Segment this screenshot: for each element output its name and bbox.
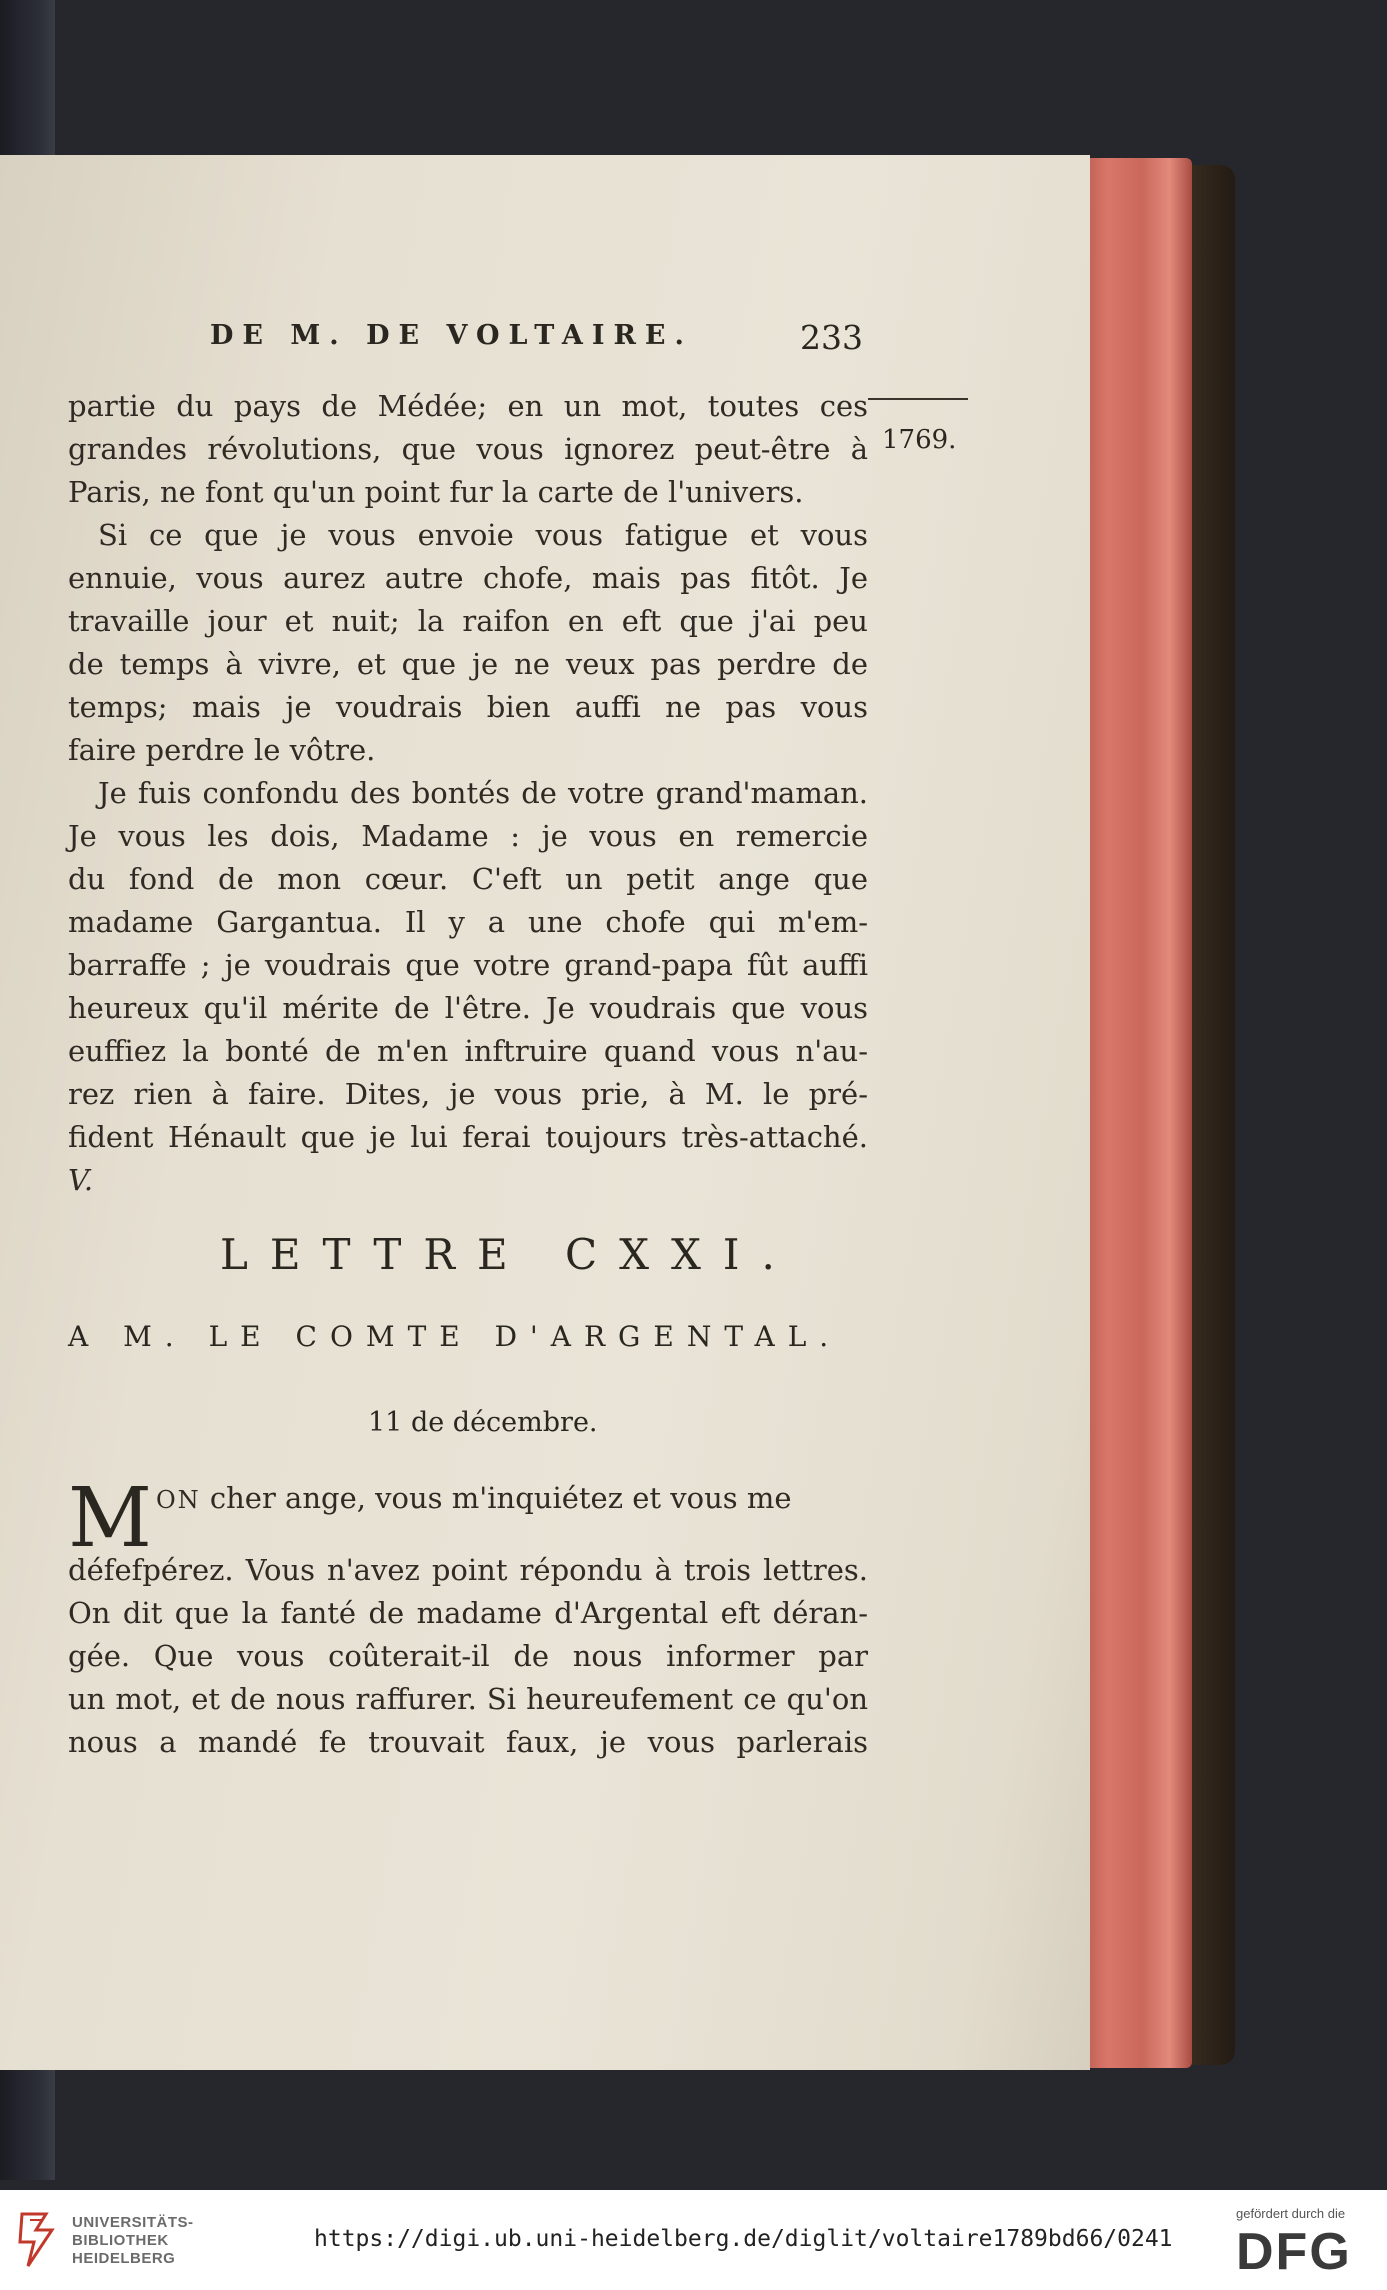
first-word-smallcaps: ON (155, 1486, 201, 1514)
opening-line (68, 1460, 868, 1566)
first-line-text: cher ange, vous m'inquiétez et vous me (209, 1481, 792, 1515)
text-line: du fond de mon cœur. C'eft un petit ange que (68, 862, 868, 896)
letter-cxx-body (68, 385, 868, 1202)
library-line: UNIVERSITÄTS- (72, 2214, 194, 2231)
dfg-logo: DFG (1236, 2223, 1352, 2281)
text-line: travaille jour et nuit; la raifon en eft que j'ai peu (68, 604, 868, 638)
text-line: faire perdre le vôtre. (68, 733, 376, 767)
funding-note: gefördert durch die (1236, 2206, 1346, 2221)
letter-cxxi-body (68, 1460, 868, 1764)
text-line: grandes révolutions, que vous ignorez peut-être à (68, 432, 868, 466)
text-line: ennuie, vous aurez autre chofe, mais pas fitôt. Je (68, 561, 868, 595)
text-line: On dit que la fanté de madame d'Argental eft déran- (68, 1596, 868, 1630)
text-line: gée. Que vous coûterait-il de nous informer par (68, 1639, 868, 1673)
text-line: Paris, ne font qu'un point fur la carte de l'univers. (68, 475, 804, 509)
permalink-url[interactable]: https://digi.ub.uni-heidelberg.de/diglit/voltaire1789bd66/0241 (314, 2226, 1173, 2252)
text-line: rez rien à faire. Dites, je vous prie, à M. le pré- (68, 1077, 868, 1111)
text-line: un mot, et de nous raffurer. Si heureufement ce qu'on (68, 1682, 868, 1716)
text-line: heureux qu'il mérite de l'être. Je voudrais que vous (68, 991, 868, 1025)
text-line: temps; mais je voudrais bien auffi ne pas vous (68, 690, 868, 724)
library-name (72, 2214, 194, 2268)
text-line: nous a mandé fe trouvait faux, je vous parlerais (68, 1725, 868, 1759)
margin-year: 1769. (882, 425, 957, 455)
running-title: DE M. DE VOLTAIRE. (210, 320, 693, 351)
text-line: madame Gargantua. Il y a une chofe qui m'em- (68, 905, 868, 939)
drop-cap-initial: M (68, 1471, 152, 1566)
letter-recipient: A M. LE COMTE D'ARGENTAL. (68, 1320, 842, 1353)
library-line: HEIDELBERG (72, 2250, 176, 2267)
library-logo-icon (16, 2210, 60, 2270)
page-number: 233 (800, 318, 863, 357)
text-line: euffiez la bonté de m'en inftruire quand vous n'au- (68, 1034, 868, 1068)
red-page-edges (1080, 158, 1192, 2068)
text-line: barraffe ; je voudrais que votre grand-papa fût auffi (68, 948, 868, 982)
text-line: partie du pays de Médée; en un mot, toutes ces (68, 389, 868, 423)
text-line: de temps à vivre, et que je ne veux pas perdre de (68, 647, 868, 681)
letter-date: 11 de décembre. (368, 1407, 598, 1438)
library-line: BIBLIOTHEK (72, 2232, 169, 2249)
text-line: fident Hénault que je lui ferai toujours très-attaché. (68, 1120, 868, 1154)
text-line: défefpérez. Vous n'avez point répondu à trois lettres. (68, 1553, 868, 1587)
text-line: Je fuis confondu des bontés de votre grand'maman. (98, 776, 868, 810)
letter-title: LETTRE CXXI. (220, 1230, 797, 1279)
signature: V. (68, 1163, 94, 1197)
margin-rule (868, 398, 968, 400)
text-line: Je vous les dois, Madame : je vous en remercie (68, 819, 868, 853)
text-line: Si ce que je vous envoie vous fatigue et vous (98, 518, 868, 552)
